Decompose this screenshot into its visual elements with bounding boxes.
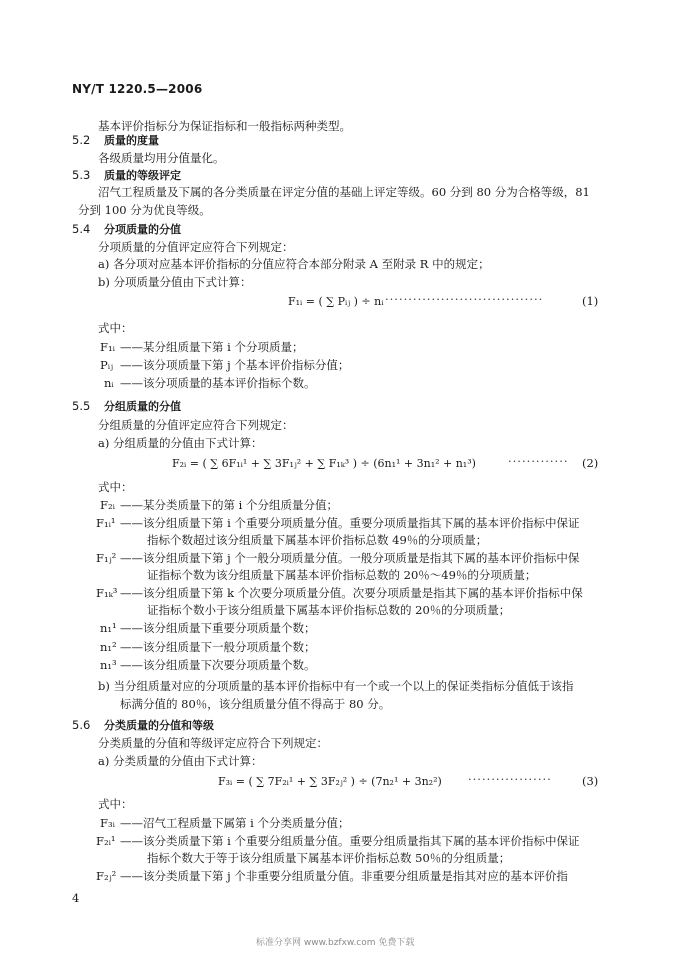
def-text: ——该分组质量下第 k 个次要分项质量分值。次要分项质量是指其下属的基本评价指标中保 [120,586,583,600]
def-symbol: n₁³ [100,658,117,672]
where-label: 式中： [98,797,133,811]
def-symbol: F₁ᵢ [100,340,115,354]
formula-1: F₁ᵢ = ( ∑ Pᵢⱼ ) ÷ nᵢ [288,295,384,308]
section-5-4-title: 分项质量的分值 [104,223,181,236]
footer-watermark: 标准分享网 www.bzfxw.com 免费下载 [256,938,415,948]
section-5-3-title: 质量的等级评定 [104,169,181,182]
section-5-3-body-line1: 沼气工程质量及下属的各分类质量在评定分值的基础上评定等级。60 分到 80 分为合格等级，81 [98,185,590,199]
page-number: 4 [72,891,80,905]
section-5-2-number: 5.2 [72,133,91,147]
where-label: 式中： [98,321,133,335]
def-text: ——该分组质量下一般分项质量个数； [120,640,316,654]
intro-line: 基本评价指标分为保证指标和一般指标两种类型。 [98,119,351,133]
def-symbol: Pᵢⱼ [100,358,114,372]
formula-2-number: (2) [582,456,599,470]
formula-1-number: (1) [582,294,599,308]
def-text-continued: 证指标个数为该分组质量下属基本评价指标总数的 20％～49％的分项质量； [147,568,537,582]
def-text: ——该分组质量下次要分项质量个数。 [120,658,316,672]
section-5-5-intro: 分组质量的分值评定应符合下列规定： [98,418,294,432]
def-symbol: n₁¹ [100,621,117,635]
def-symbol: nᵢ [104,376,114,390]
def-symbol: F₁ᵢ¹ [96,516,116,530]
section-5-3-body-line2: 分到 100 分为优良等级。 [78,203,211,217]
def-text-continued: 证指标个数小于该分组质量下属基本评价指标总数的 20％的分项质量； [147,603,511,617]
section-5-4-intro: 分项质量的分值评定应符合下列规定： [98,240,294,254]
leader-dots: ·································· [385,292,544,306]
def-text: ——该分组质量下第 i 个重要分项质量分值。重要分项质量指其下属的基本评价指标中保证 [120,516,580,530]
def-text: ——该分项质量的基本评价指标个数。 [120,376,316,390]
leader-dots: ············· [508,454,569,468]
def-text: ——该分类质量下第 i 个重要分组质量分值。重要分组质量指其下属的基本评价指标中保证 [120,834,580,848]
def-symbol: F₂ᵢ [100,498,115,512]
def-text: ——某分组质量下第 i 个分项质量； [120,340,304,354]
section-5-6-intro: 分类质量的分值和等级评定应符合下列规定： [98,736,328,750]
section-5-6-item-a: a) 分类质量的分值由下式计算： [98,754,263,768]
standard-code: NY/T 1220.5—2006 [72,82,203,96]
section-5-4-item-b: b) 分项质量分值由下式计算： [98,275,252,289]
leader-dots: ·················· [468,772,552,786]
def-symbol: n₁² [100,640,117,654]
def-text: ——该分类质量下第 j 个非重要分组质量分值。非重要分组质量是指其对应的基本评价指 [120,869,568,883]
def-text: ——沼气工程质量下属第 i 个分类质量分值； [120,816,350,830]
def-text: ——该分组质量下第 j 个一般分项质量分值。一般分项质量是指其下属的基本评价指标中保 [120,551,580,565]
section-5-5-item-b: b) 当分组质量对应的分项质量的基本评价指标中有一个或一个以上的保证类指标分值低于该指 [98,679,574,693]
def-symbol: F₁ⱼ² [96,551,117,565]
def-symbol: F₁ₖ³ [96,586,118,600]
def-text: ——该分项质量下第 j 个基本评价指标分值； [120,358,350,372]
section-5-6-title: 分类质量的分值和等级 [104,719,214,732]
section-5-5-item-b-continued: 标满分值的 80％，该分组质量分值不得高于 80 分。 [120,697,391,711]
def-symbol: F₂ⱼ² [96,869,117,883]
section-5-5-title: 分组质量的分值 [104,400,181,413]
def-text-continued: 指标个数大于等于该分组质量下属基本评价指标总数 50％的分组质量； [147,851,511,865]
section-5-3-number: 5.3 [72,168,91,182]
formula-2: F₂ᵢ = ( ∑ 6F₁ᵢ¹ + ∑ 3F₁ⱼ² + ∑ F₁ₖ³ ) ÷ (6n₁¹ + 3n₁² + n₁³) [172,457,476,470]
section-5-5-number: 5.5 [72,399,91,413]
formula-3-number: (3) [582,774,599,788]
def-symbol: F₃ᵢ [100,816,115,830]
def-text: ——某分类质量下的第 i 个分组质量分值； [120,498,338,512]
section-5-2-body: 各级质量均用分值量化。 [98,151,225,165]
section-5-2-title: 质量的度量 [104,134,159,147]
section-5-4-number: 5.4 [72,222,91,236]
def-text-continued: 指标个数超过该分组质量下属基本评价指标总数 49％的分项质量； [147,533,488,547]
formula-3: F₃ᵢ = ( ∑ 7F₂ᵢ¹ + ∑ 3F₂ⱼ² ) ÷ (7n₂¹ + 3n₂²) [218,775,442,788]
def-symbol: F₂ᵢ¹ [96,834,116,848]
def-text: ——该分组质量下重要分项质量个数； [120,621,316,635]
where-label: 式中： [98,480,133,494]
section-5-6-number: 5.6 [72,718,91,732]
section-5-5-item-a: a) 分组质量的分值由下式计算： [98,436,263,450]
section-5-4-item-a: a) 各分项对应基本评价指标的分值应符合本部分附录 A 至附录 R 中的规定； [98,257,490,271]
